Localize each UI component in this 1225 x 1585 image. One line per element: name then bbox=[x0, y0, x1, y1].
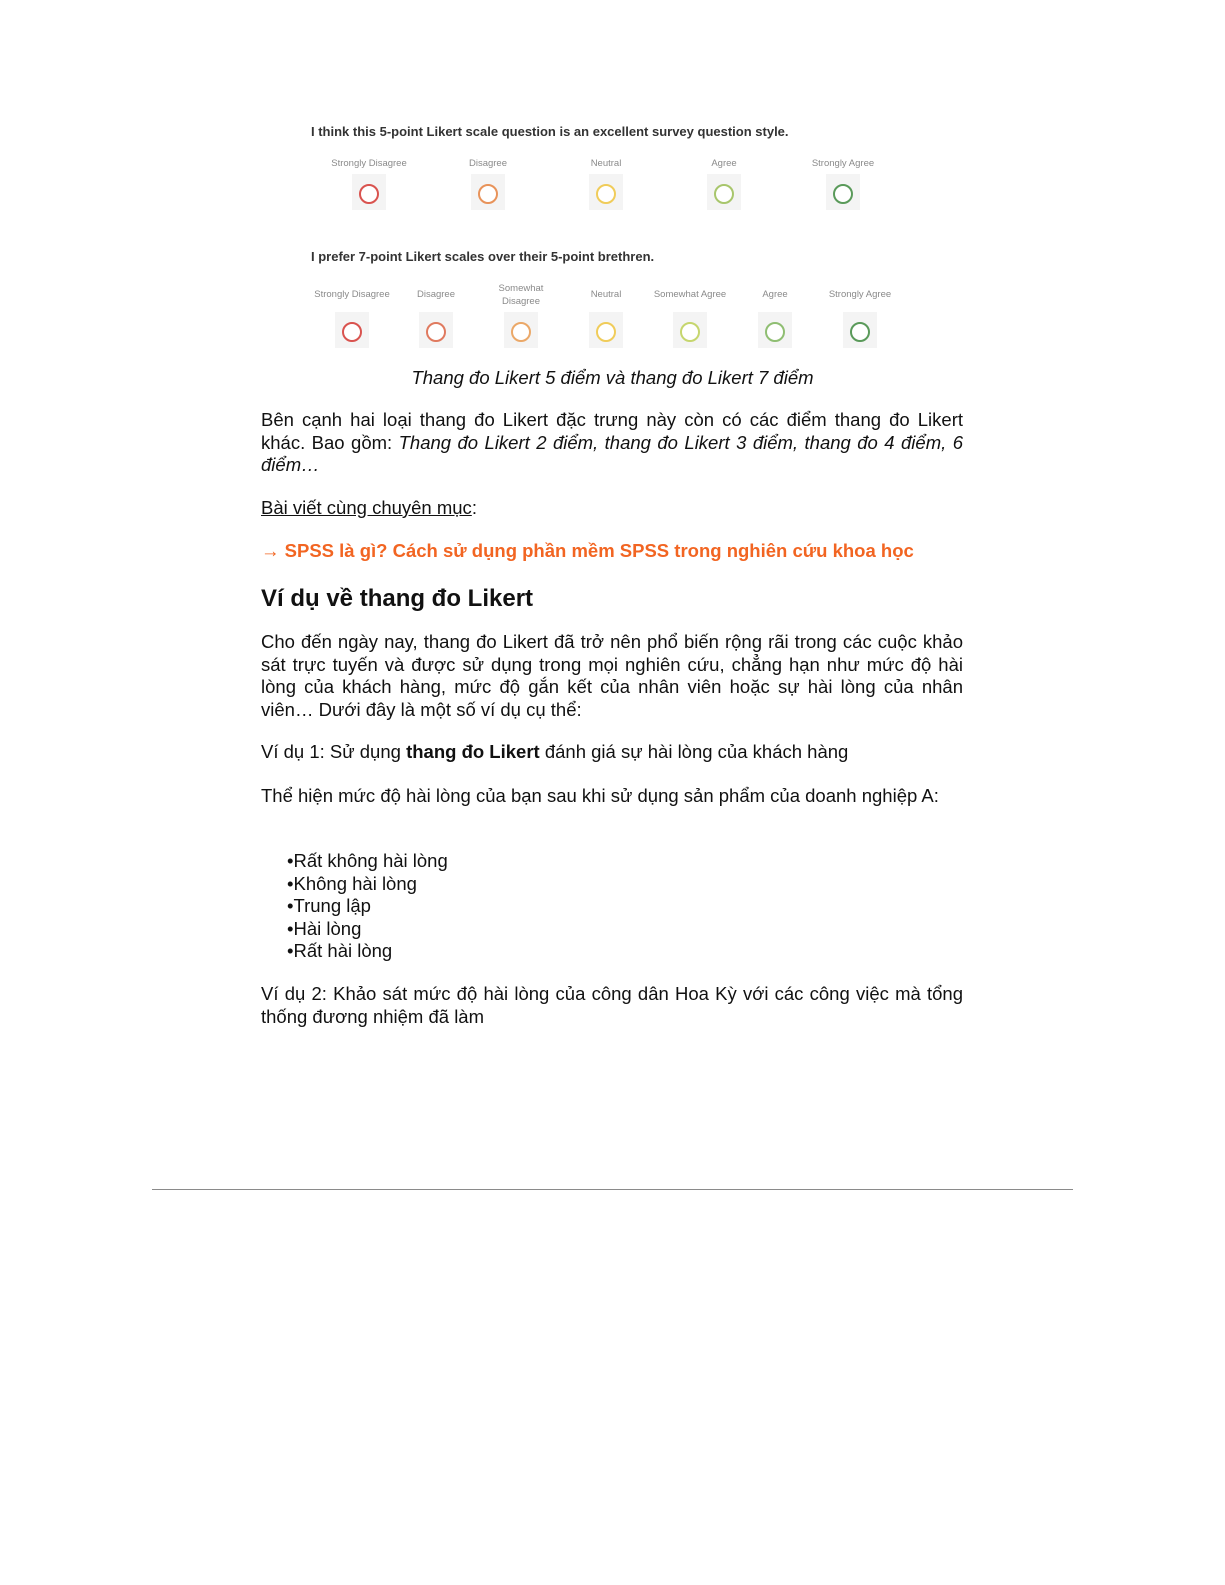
likert-radio-circle bbox=[765, 322, 785, 342]
likert-radio-circle bbox=[596, 322, 616, 342]
likert-option-label: Strongly Agree bbox=[811, 158, 875, 169]
list-item: • Trung lập bbox=[287, 895, 448, 918]
related-articles bbox=[261, 497, 963, 520]
figure-caption: Thang đo Likert 5 điểm và thang đo Likert 7 điểm bbox=[411, 367, 814, 388]
likert-radio-circle bbox=[511, 322, 531, 342]
list-item: • Không hài lòng bbox=[287, 873, 448, 896]
likert-option-label: Somewhat Agree bbox=[653, 289, 727, 300]
likert-radio-circle bbox=[714, 184, 734, 204]
likert-radio-circle bbox=[596, 184, 616, 204]
list-item: • Rất hài lòng bbox=[287, 940, 448, 963]
paragraph-likert-types bbox=[261, 409, 963, 477]
section-heading: Ví dụ về thang đo Likert bbox=[261, 585, 534, 612]
likert-radio-circle bbox=[426, 322, 446, 342]
likert-option-label: Strongly Agree bbox=[828, 289, 892, 300]
likert-option-label: Disagree bbox=[416, 289, 456, 300]
likert-option-label: Strongly Disagree bbox=[331, 158, 407, 169]
likert-option-label: Disagree bbox=[468, 158, 508, 169]
list-item: • Rất không hài lòng bbox=[287, 850, 448, 873]
paragraph-lead: Bên cạnh hai loại thang đo Likert đặc trưng này còn có các điểm thang đo Likert khác. Bao gồm: bbox=[261, 409, 963, 453]
likert-option-label: Neutral bbox=[590, 289, 622, 300]
likert-radio-circle bbox=[833, 184, 853, 204]
paragraph-italic: Thang đo Likert 2 điểm, thang đo Likert 3 điểm, thang đo 4 điểm, 6 điểm… bbox=[261, 431, 963, 475]
likert-7-question: I prefer 7-point Likert scales over their 5-point brethren. bbox=[311, 249, 655, 264]
example-1-bold: thang đo Likert bbox=[406, 741, 540, 762]
example-1-pre: Ví dụ 1: Sử dụng bbox=[261, 741, 407, 762]
likert-radio-circle bbox=[680, 322, 700, 342]
likert-radio-circle bbox=[359, 184, 379, 204]
likert-option-label: Strongly Disagree bbox=[314, 289, 390, 300]
likert-option-label: Agree bbox=[711, 158, 737, 169]
related-colon: : bbox=[471, 497, 477, 518]
example-1-post: đánh giá sự hài lòng của khách hàng bbox=[539, 741, 849, 762]
list-item: • Hài lòng bbox=[287, 918, 448, 941]
likert-radio-circle bbox=[342, 322, 362, 342]
likert-radio-circle bbox=[478, 184, 498, 204]
example-2: Ví dụ 2: Khảo sát mức độ hài lòng của công dân Hoa Kỳ với các công việc mà tổng thống đương nhiệm đã làm bbox=[261, 983, 963, 1027]
likert-radio-circle bbox=[850, 322, 870, 342]
likert-5-question: I think this 5-point Likert scale question is an excellent survey question style. bbox=[311, 124, 789, 139]
satisfaction-options bbox=[287, 850, 448, 963]
related-label: Bài viết cùng chuyên mục bbox=[261, 497, 472, 518]
paragraph-intro: Cho đến ngày nay, thang đo Likert đã trở nên phổ biến rộng rãi trong các cuộc khảo sát trực tuyến và được sử dụng trong mọi nghiên cứu, chẳng hạn như mức độ hài lòng của khách hàng, mức độ gắn kết của nhân viên hoặc sự hài lòng của nhân viên… Dưới đây là một số ví dụ cụ thể: bbox=[261, 631, 963, 720]
likert-option-label: Agree bbox=[762, 289, 788, 300]
likert-option-label: Neutral bbox=[590, 158, 622, 169]
spss-article-link[interactable]: → SPSS là gì? Cách sử dụng phần mềm SPSS trong nghiên cứu khoa học bbox=[261, 540, 914, 561]
paragraph-question: Thể hiện mức độ hài lòng của bạn sau khi sử dụng sản phẩm của doanh nghiệp A: bbox=[261, 785, 939, 806]
example-1 bbox=[261, 741, 963, 764]
page-divider bbox=[152, 1189, 1073, 1190]
likert-option-label: Somewhat Disagree bbox=[498, 283, 544, 307]
